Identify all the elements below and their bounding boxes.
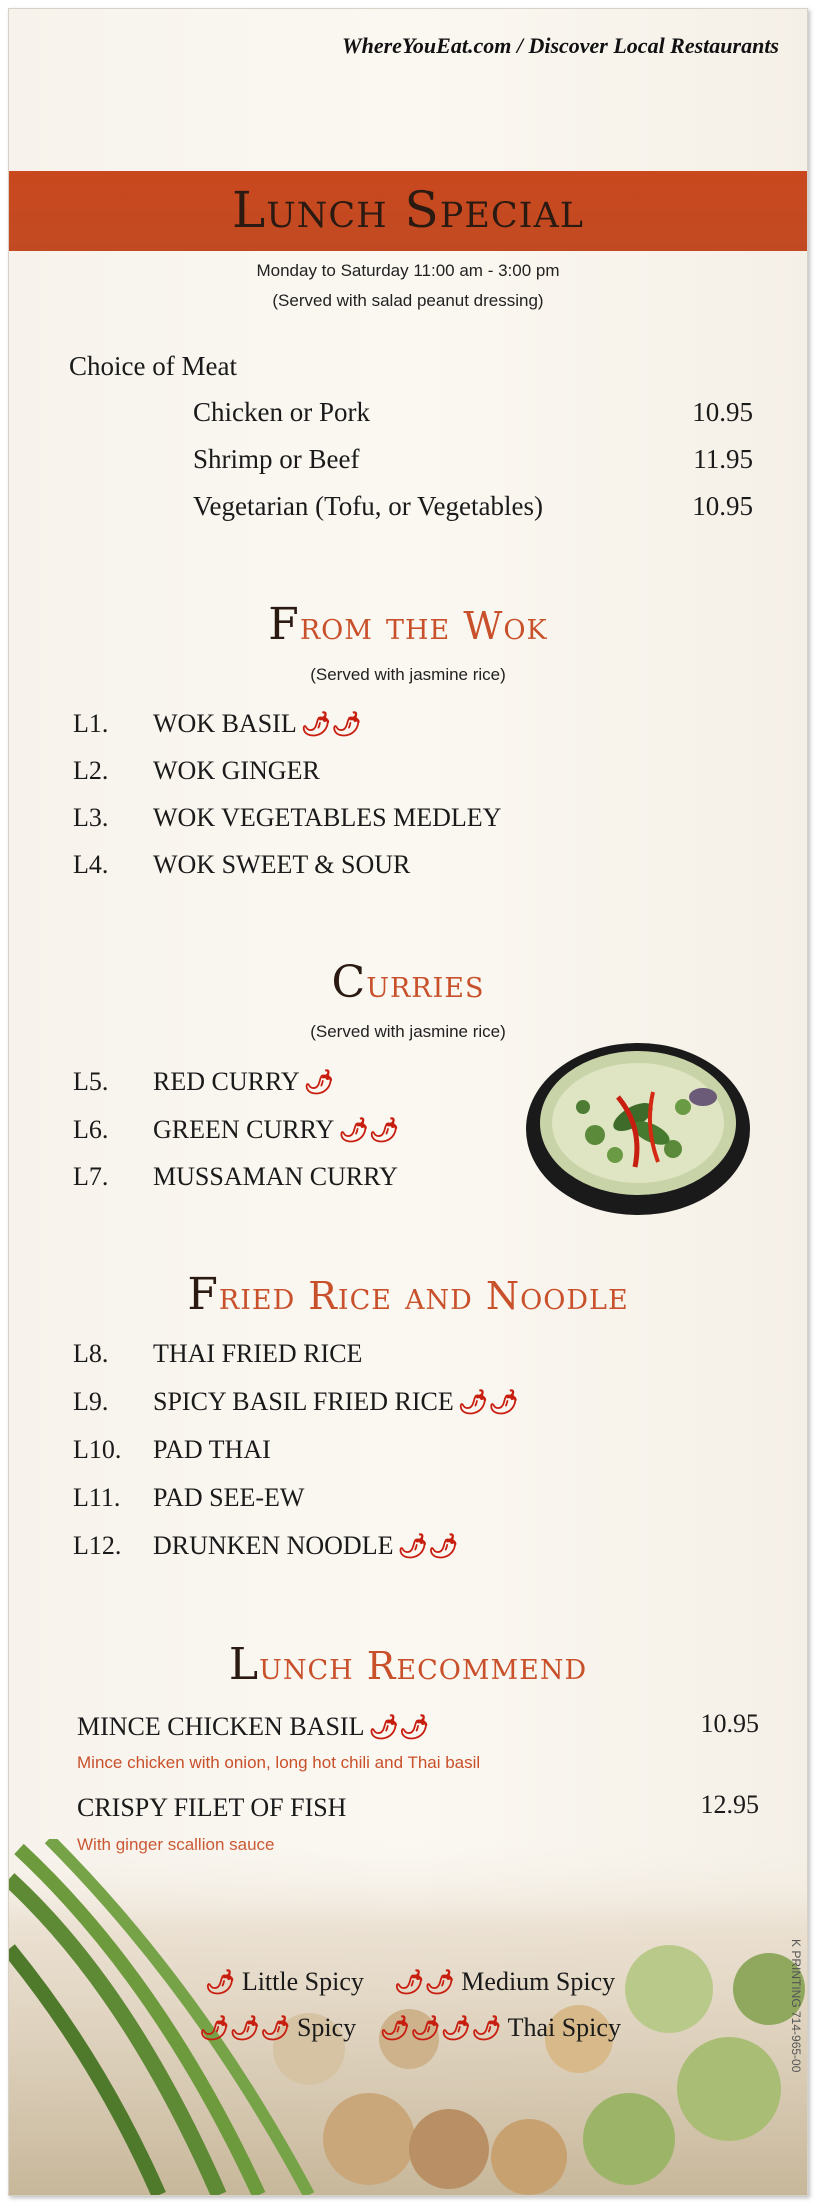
wok-title-rest: rom the Wok [299,604,548,648]
item-code: L6. [73,1115,109,1144]
meat-price: 10.95 [692,491,753,521]
lunch-special-title-text: Lunch Special [232,181,584,239]
spicy-icon: 🌶🌶🌶 [199,2016,291,2042]
recommend-title-initial: L [228,1639,260,1690]
recommend-item-price: 10.95 [700,1709,759,1738]
item-code: L7. [73,1162,109,1191]
wok-note: (Served with jasmine rice) [310,665,506,684]
salad-note: (Served with salad peanut dressing) [272,291,544,310]
menu-item [73,1531,458,1561]
fried-section-title [9,1269,807,1320]
item-code: L5. [73,1067,109,1096]
meat-name: Shrimp or Beef [193,444,360,474]
menu-item [73,1483,304,1513]
medium-spicy-icon: 🌶🌶 [393,1970,455,1996]
thai-spicy-icon: 🌶🌶🌶🌶 [379,2016,502,2042]
item-name: DRUNKEN NOODLE [153,1531,394,1560]
lunch-special-title [9,181,807,239]
menu-item [73,803,501,833]
chili-icon: 🌶 [303,1070,335,1096]
menu-item [73,1435,271,1465]
little-spicy-icon: 🌶 [204,1970,236,1996]
menu-item [73,850,410,880]
recommend-item-desc: Mince chicken with onion, long hot chili and Thai basil [77,1753,481,1772]
hours-text: Monday to Saturday 11:00 am - 3:00 pm [256,261,560,280]
item-code: L10. [73,1435,122,1464]
recommend-item-price: 12.95 [700,1790,759,1819]
meat-name: Chicken or Pork [193,397,370,427]
item-code: L2. [73,756,109,785]
item-name: PAD SEE-EW [153,1483,305,1512]
little-spicy-label: Little Spicy [241,1967,364,1996]
item-code: L4. [73,850,109,879]
recommend-item-label: MINCE CHICKEN BASIL [77,1712,365,1741]
meat-name: Vegetarian (Tofu, or Vegetables) [193,491,543,521]
curry-bowl-image [523,1037,753,1217]
chili-icon: 🌶🌶 [300,712,362,738]
item-code: L11. [73,1483,121,1512]
meat-row [193,444,753,475]
curries-section-title [9,957,807,1008]
chili-icon: 🌶🌶 [457,1390,519,1416]
item-name: PAD THAI [153,1435,271,1464]
item-code: L8. [73,1339,109,1368]
medium-spicy-label: Medium Spicy [461,1967,616,1996]
menu-item [73,1339,362,1369]
recommend-item-name [77,1793,346,1823]
spice-legend-row-2 [9,2013,807,2043]
menu-item [73,709,362,739]
item-name: MUSSAMAN CURRY [153,1162,398,1191]
recommend-item-label: CRISPY FILET OF FISH [77,1793,347,1822]
menu-item [73,1115,399,1145]
item-name: GREEN CURRY [153,1115,335,1144]
wok-title-initial: F [268,599,300,650]
item-name: SPICY BASIL FRIED RICE [153,1387,454,1416]
item-code: L12. [73,1531,122,1560]
chili-icon: 🌶🌶 [368,1715,430,1741]
item-code: L9. [73,1387,109,1416]
recommend-title-rest: unch Recommend [259,1644,588,1688]
meat-heading: Choice of Meat [69,351,237,381]
fried-title-rest: ried Rice and Noodle [218,1274,629,1318]
meat-row [193,397,753,428]
curries-title-initial: C [331,957,367,1008]
menu-item [73,1067,334,1097]
menu-page [8,8,808,2196]
thai-spicy-label: Thai Spicy [507,2013,621,2042]
menu-item [73,1162,398,1192]
item-code: L1. [73,709,109,738]
meat-price: 10.95 [692,397,753,427]
menu-item [73,756,320,786]
item-name: WOK GINGER [153,756,320,785]
meat-price: 11.95 [693,444,753,474]
chili-icon: 🌶🌶 [397,1534,459,1560]
fried-title-initial: F [187,1269,219,1320]
wok-section-title [9,599,807,650]
meat-row [193,491,753,522]
curries-title-rest: urries [366,962,485,1006]
site-header[interactable]: WhereYouEat.com / Discover Local Restaurants [342,33,779,58]
printer-credit: K PRINTING 714-965-00 [789,1939,803,2073]
menu-item [73,1387,519,1417]
spice-legend-row-1 [9,1967,807,1997]
chili-icon: 🌶🌶 [338,1118,400,1144]
spicy-label: Spicy [296,2013,357,2042]
item-name: WOK BASIL [153,709,297,738]
curries-note: (Served with jasmine rice) [310,1022,506,1041]
item-name: WOK VEGETABLES MEDLEY [153,803,502,832]
item-name: THAI FRIED RICE [153,1339,363,1368]
item-name: WOK SWEET & SOUR [153,850,411,879]
item-name: RED CURRY [153,1067,300,1096]
item-code: L3. [73,803,109,832]
recommend-item-name [77,1712,429,1742]
recommend-section-title [9,1639,807,1690]
